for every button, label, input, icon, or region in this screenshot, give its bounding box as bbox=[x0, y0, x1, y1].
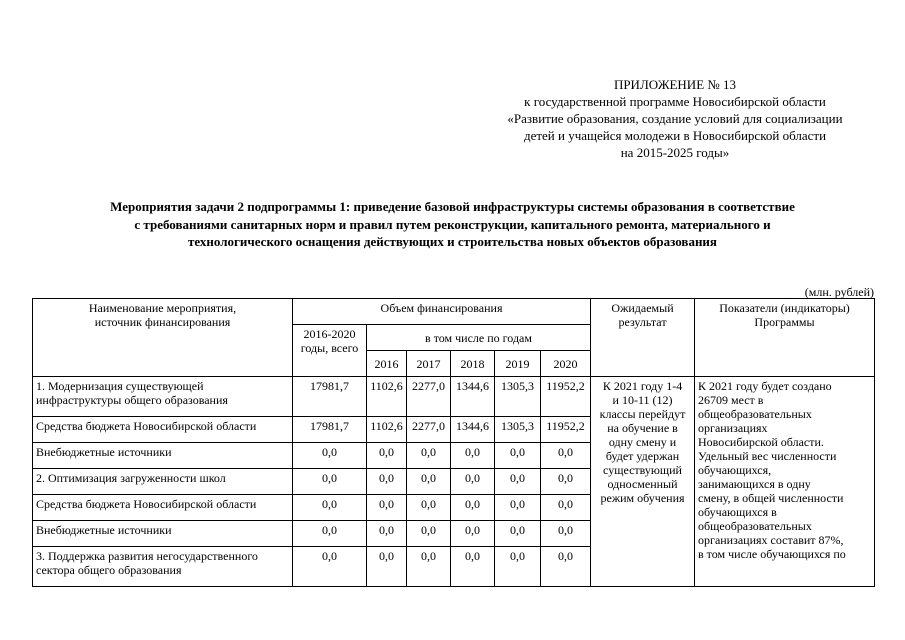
row-value-2019: 1305,3 bbox=[495, 377, 541, 417]
expected-result-line: и 10-11 (12) bbox=[612, 393, 673, 407]
row-value-2017: 2277,0 bbox=[407, 417, 451, 443]
row-total: 17981,7 bbox=[293, 377, 367, 417]
row-value-2018: 0,0 bbox=[451, 443, 495, 469]
header-total-line: 2016-2020 bbox=[303, 327, 356, 341]
header-expected-line: результат bbox=[618, 315, 667, 329]
header-year-2019: 2019 bbox=[495, 351, 541, 377]
row-value-2017: 0,0 bbox=[407, 547, 451, 587]
indicators-line: общеобразовательных bbox=[698, 407, 812, 421]
indicators-line: общеобразовательных bbox=[698, 519, 812, 533]
row-value-2016: 0,0 bbox=[367, 469, 407, 495]
row-value-2018: 1344,6 bbox=[451, 377, 495, 417]
row-value-2020: 0,0 bbox=[541, 495, 591, 521]
expected-result-cell bbox=[591, 377, 695, 587]
header-year-2017: 2017 bbox=[407, 351, 451, 377]
indicators-line: занимающихся в одну bbox=[698, 477, 811, 491]
row-value-2018: 0,0 bbox=[451, 469, 495, 495]
header-expected-line: Ожидаемый bbox=[611, 301, 674, 315]
header-indicators-line: Показатели (индикаторы) bbox=[719, 301, 850, 315]
row-value-2020: 0,0 bbox=[541, 547, 591, 587]
row-total: 0,0 bbox=[293, 495, 367, 521]
appendix-line: «Развитие образования, создание условий для социализации bbox=[507, 111, 843, 126]
document-title bbox=[20, 198, 885, 251]
indicators-line: смену, в общей численности bbox=[698, 491, 844, 505]
unit-label: (млн. рублей) bbox=[804, 285, 874, 299]
header-total-line: годы, всего bbox=[300, 341, 359, 355]
header-indicators-line: Программы bbox=[754, 315, 815, 329]
appendix-line: на 2015-2025 годы» bbox=[620, 145, 730, 160]
row-value-2018: 0,0 bbox=[451, 495, 495, 521]
row-value-2020: 11952,2 bbox=[541, 417, 591, 443]
row-name bbox=[33, 377, 293, 417]
expected-result-line: классы перейдут bbox=[599, 407, 686, 421]
header-by-years: в том числе по годам bbox=[367, 325, 591, 351]
row-name: Средства бюджета Новосибирской области bbox=[33, 417, 293, 443]
indicators-line: в том числе обучающихся по bbox=[698, 547, 846, 561]
expected-result-line: режим обучения bbox=[600, 491, 685, 505]
row-value-2019: 0,0 bbox=[495, 547, 541, 587]
row-name: 2. Оптимизация загруженности школ bbox=[33, 469, 293, 495]
expected-result-line: К 2021 году 1-4 bbox=[602, 379, 683, 393]
appendix-line: к государственной программе Новосибирской области bbox=[524, 94, 826, 109]
header-indicators bbox=[695, 299, 875, 377]
appendix-line: ПРИЛОЖЕНИЕ № 13 bbox=[613, 77, 737, 92]
row-total: 0,0 bbox=[293, 443, 367, 469]
row-value-2017: 2277,0 bbox=[407, 377, 451, 417]
row-name-line: 1. Модернизация существующей bbox=[36, 379, 204, 393]
indicators-line: обучающихся, bbox=[698, 463, 772, 477]
expected-result-line: одну смену и bbox=[608, 435, 677, 449]
row-value-2019: 0,0 bbox=[495, 443, 541, 469]
indicators-line: Удельный вес численности bbox=[698, 449, 837, 463]
row-value-2020: 0,0 bbox=[541, 443, 591, 469]
row-value-2016: 1102,6 bbox=[367, 417, 407, 443]
row-value-2020: 0,0 bbox=[541, 469, 591, 495]
row-value-2020: 11952,2 bbox=[541, 377, 591, 417]
row-value-2017: 0,0 bbox=[407, 521, 451, 547]
title-line: технологического оснащения действующих и строительства новых объектов образования bbox=[188, 234, 717, 249]
table-row bbox=[33, 377, 875, 417]
header-funding: Объем финансирования bbox=[293, 299, 591, 325]
row-total: 0,0 bbox=[293, 547, 367, 587]
appendix-header bbox=[470, 76, 880, 161]
row-value-2018: 0,0 bbox=[451, 547, 495, 587]
row-total: 0,0 bbox=[293, 469, 367, 495]
row-value-2017: 0,0 bbox=[407, 495, 451, 521]
header-year-2018: 2018 bbox=[451, 351, 495, 377]
indicators-line: К 2021 году будет создано bbox=[698, 379, 832, 393]
header-total bbox=[293, 325, 367, 377]
row-value-2016: 0,0 bbox=[367, 521, 407, 547]
expected-result-line: существующий bbox=[603, 463, 682, 477]
row-value-2019: 0,0 bbox=[495, 469, 541, 495]
row-value-2018: 1344,6 bbox=[451, 417, 495, 443]
indicators-line: обучающихся в bbox=[698, 505, 777, 519]
header-year-2020: 2020 bbox=[541, 351, 591, 377]
title-line: Мероприятия задачи 2 подпрограммы 1: приведение базовой инфраструктуры системы образования в соответствие bbox=[110, 199, 795, 214]
header-name bbox=[33, 299, 293, 377]
row-name: Внебюджетные источники bbox=[33, 521, 293, 547]
row-value-2016: 0,0 bbox=[367, 443, 407, 469]
header-name-line: источник финансирования bbox=[94, 315, 231, 329]
row-value-2017: 0,0 bbox=[407, 443, 451, 469]
row-value-2018: 0,0 bbox=[451, 521, 495, 547]
row-name bbox=[33, 547, 293, 587]
row-total: 0,0 bbox=[293, 521, 367, 547]
row-name-line: 3. Поддержка развития негосударственного bbox=[36, 549, 258, 563]
row-value-2016: 0,0 bbox=[367, 495, 407, 521]
row-name: Средства бюджета Новосибирской области bbox=[33, 495, 293, 521]
header-expected bbox=[591, 299, 695, 377]
row-value-2016: 0,0 bbox=[367, 547, 407, 587]
row-value-2019: 0,0 bbox=[495, 495, 541, 521]
indicators-line: организациях составит 87%, bbox=[698, 533, 844, 547]
expected-result-line: на обучение в bbox=[607, 421, 678, 435]
row-value-2016: 1102,6 bbox=[367, 377, 407, 417]
row-value-2017: 0,0 bbox=[407, 469, 451, 495]
header-name-line: Наименование мероприятия, bbox=[88, 301, 237, 315]
indicators-line: 26709 мест в bbox=[698, 393, 764, 407]
title-line: с требованиями санитарных норм и правил путем реконструкции, капитального ремонта, материального и bbox=[134, 216, 771, 232]
header-year-2016: 2016 bbox=[367, 351, 407, 377]
indicators-cell bbox=[695, 377, 875, 587]
appendix-line: детей и учащейся молодежи в Новосибирской области bbox=[523, 128, 827, 143]
row-name: Внебюджетные источники bbox=[33, 443, 293, 469]
funding-table bbox=[32, 298, 875, 587]
row-value-2019: 1305,3 bbox=[495, 417, 541, 443]
row-name-line: инфраструктуры общего образования bbox=[36, 393, 228, 407]
row-name-line: сектора общего образования bbox=[36, 563, 182, 577]
row-value-2019: 0,0 bbox=[495, 521, 541, 547]
indicators-line: организациях bbox=[698, 421, 768, 435]
expected-result-line: будет удержан bbox=[605, 449, 680, 463]
expected-result-line: односменный bbox=[607, 477, 678, 491]
indicators-line: Новосибирской области. bbox=[698, 435, 824, 449]
row-value-2020: 0,0 bbox=[541, 521, 591, 547]
row-total: 17981,7 bbox=[293, 417, 367, 443]
